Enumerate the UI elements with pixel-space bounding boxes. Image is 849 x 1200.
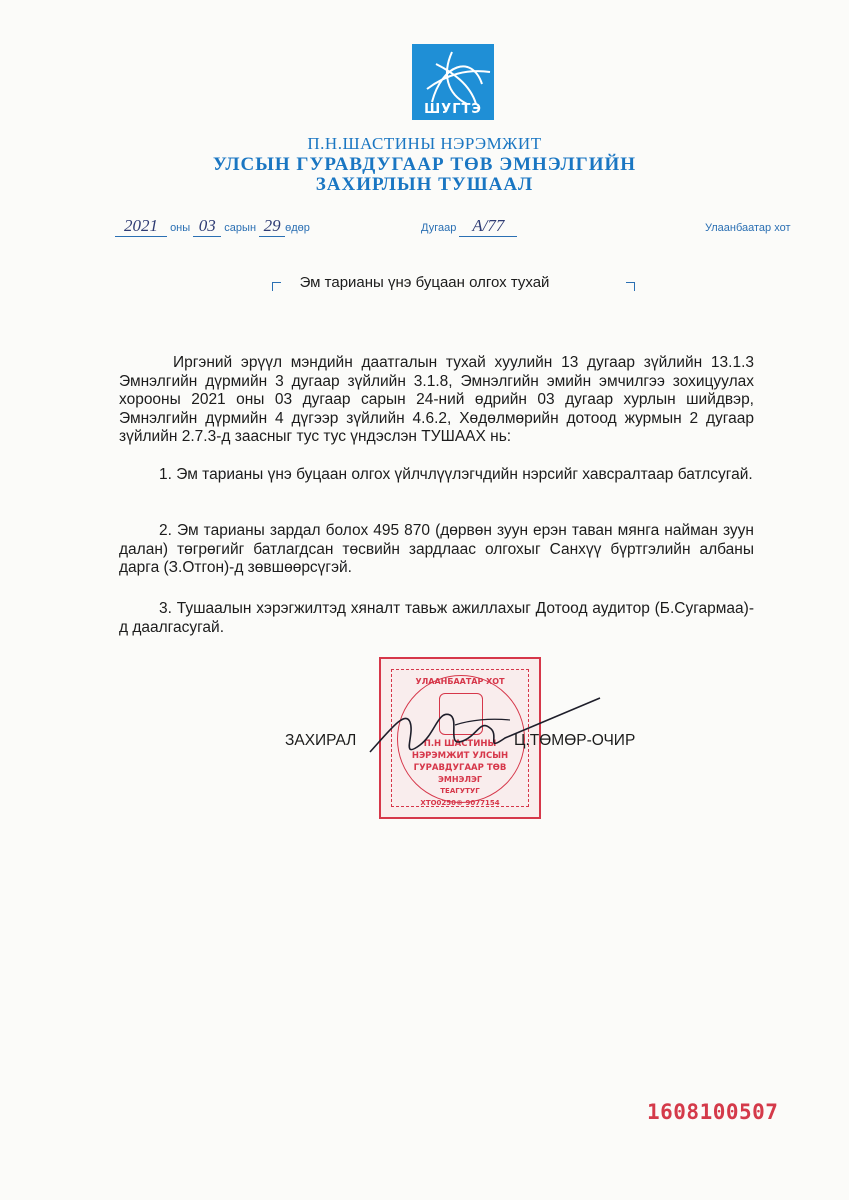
date-year: 2021 [115, 216, 167, 237]
date-day-suffix: өдөр [285, 222, 310, 234]
stamp-city: УЛААНБААТАР ХОТ [415, 677, 505, 686]
stamp-line4: ЭМНЭЛЭГ [437, 775, 482, 784]
signatory-name: Ц.ТӨМӨР-ОЧИР [514, 732, 636, 749]
org-name-line1: П.Н.ШАСТИНЫ НЭРЭМЖИТ [307, 134, 542, 153]
order-item-1: 1. Эм тарианы үнэ буцаан олгох үйлчлүүлэгчдийн нэрсийг хавсралтаар батлсугай. [159, 466, 753, 483]
logo-text: ШУГТЭ [424, 102, 482, 117]
signatory-title: ЗАХИРАЛ [285, 732, 357, 749]
org-name-line2: УЛСЫН ГУРАВДУГААР ТӨВ ЭМНЭЛГИЙН [212, 154, 637, 175]
stamp-line3: ГУРАВДУГААР ТӨВ [413, 763, 507, 773]
intro-paragraph: Иргэний эрүүл мэндийн даатгалын тухай хуулийн 13 дугаар зүйлийн 13.1.3 Эмнэлгийн дүрмийн 3 дугаар зүйлийн 3.1.8, Эмнэлгийн эмийн эмчилгээ зохицуулах хорооны 2021 оны 03 дугаар сарын 24-ний өдрийн 03 дугаар хурлын шийдвэр, Эмнэлгийн дүрмийн 4 дүгээр зүйлийн 4.6.2, Хөдөлмөрийн дотоод журмын 2 дугаар зүйлийн 2.7.3-д заасныг тус тус үндэслэн ТУШААХ нь: [119, 354, 754, 445]
document-date [115, 216, 310, 237]
date-day: 29 [259, 216, 285, 237]
order-item-3: 3. Тушаалын хэрэгжилтэд хяналт тавьж ажиллахыг Дотоод аудитор (Б.Сугармаа)-д даалгасугай. [119, 600, 754, 636]
subject-bracket-right [626, 282, 635, 291]
stamp-line2: НЭРЭМЖИТ УЛСЫН [411, 751, 509, 761]
stamp-registration: ХТО0250© 9077154 [420, 799, 500, 807]
document-city: Улаанбаатар хот [705, 222, 791, 234]
date-month-suffix: сарын [224, 222, 257, 234]
serial-number: 1608100507 [647, 1100, 779, 1124]
handwritten-signature [360, 690, 610, 770]
stamp-line5: ТЕАГУТУГ [440, 787, 480, 795]
stamp-line1: П.Н ШАСТИНЫ [423, 739, 497, 749]
number-label: Дугаар [421, 222, 457, 234]
date-year-suffix: оны [170, 222, 191, 234]
document-subject: Эм тарианы үнэ буцаан олгох тухай [299, 274, 550, 291]
date-month: 03 [193, 216, 221, 237]
document-type: ЗАХИРЛЫН ТУШААЛ [315, 174, 534, 195]
order-item-2: 2. Эм тарианы зардал болох 495 870 (дөрвөн зуун ерэн таван мянга найман зуун далан) төгрөгийг батлагдсан төсвийн зардлаас олгохыг Санхүү бүртгэлийн албаны дарга (З.Отгон)-д зөвшөөрсүгэй. [119, 522, 754, 576]
document-number [421, 216, 517, 237]
number-value: А/77 [459, 216, 517, 237]
hospital-logo [412, 44, 494, 120]
